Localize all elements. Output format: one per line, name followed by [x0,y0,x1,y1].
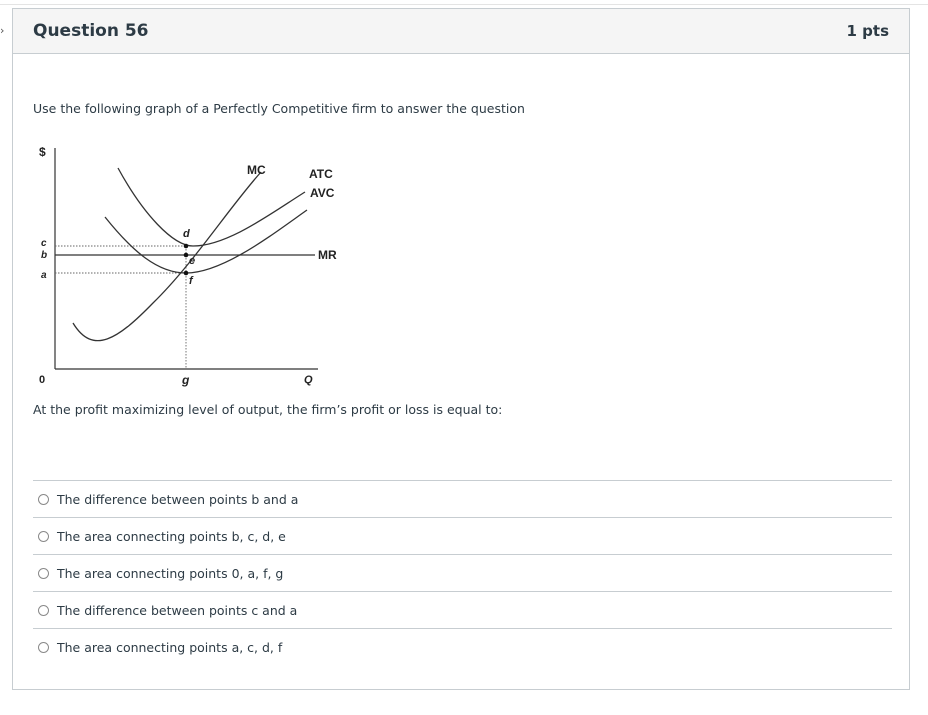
price-label-c: c [41,238,47,249]
question-header [13,9,909,54]
answer-option[interactable] [33,628,892,665]
mc-curve [73,172,261,341]
origin-label: 0 [39,374,46,386]
radio-button[interactable] [38,642,49,653]
point-d [184,244,189,249]
question-intro: Use the following graph of a Perfectly Competitive firm to answer the question [33,101,525,116]
answer-option[interactable] [33,591,892,628]
mc-label: MC [247,163,266,177]
atc-label: ATC [309,167,333,181]
cost-curves-graph [33,134,373,389]
answer-option[interactable] [33,480,892,517]
answer-label[interactable]: The difference between points c and a [57,602,298,618]
answer-option[interactable] [33,517,892,554]
point-label-g: g [182,373,190,387]
radio-button[interactable] [38,568,49,579]
point-f [184,271,189,276]
top-divider [0,4,928,5]
answer-label[interactable]: The area connecting points a, c, d, f [57,639,283,655]
price-label-b: b [41,250,48,261]
question-points: 1 pts [846,22,889,40]
radio-button[interactable] [38,531,49,542]
collapse-caret-icon[interactable]: › [0,24,5,37]
x-axis-label: Q [304,374,313,386]
avc-label: AVC [310,186,335,200]
answer-label[interactable]: The difference between points b and a [57,491,299,507]
radio-button[interactable] [38,494,49,505]
question-title: Question 56 [33,21,149,41]
answer-label[interactable]: The area connecting points b, c, d, e [57,528,286,544]
radio-button[interactable] [38,605,49,616]
point-label-d: d [183,228,190,240]
question-card [12,8,910,690]
point-label-e: e [189,255,196,267]
point-e [184,253,189,258]
answer-label[interactable]: The area connecting points 0, a, f, g [57,565,284,581]
answer-list [33,480,892,665]
question-prompt: At the profit maximizing level of output, the firm’s profit or loss is equal to: [33,402,503,417]
mr-label: MR [318,248,337,262]
point-label-f: f [189,275,193,287]
y-axis-label: $ [39,145,46,159]
price-label-a: a [41,270,47,281]
answer-option[interactable] [33,554,892,591]
